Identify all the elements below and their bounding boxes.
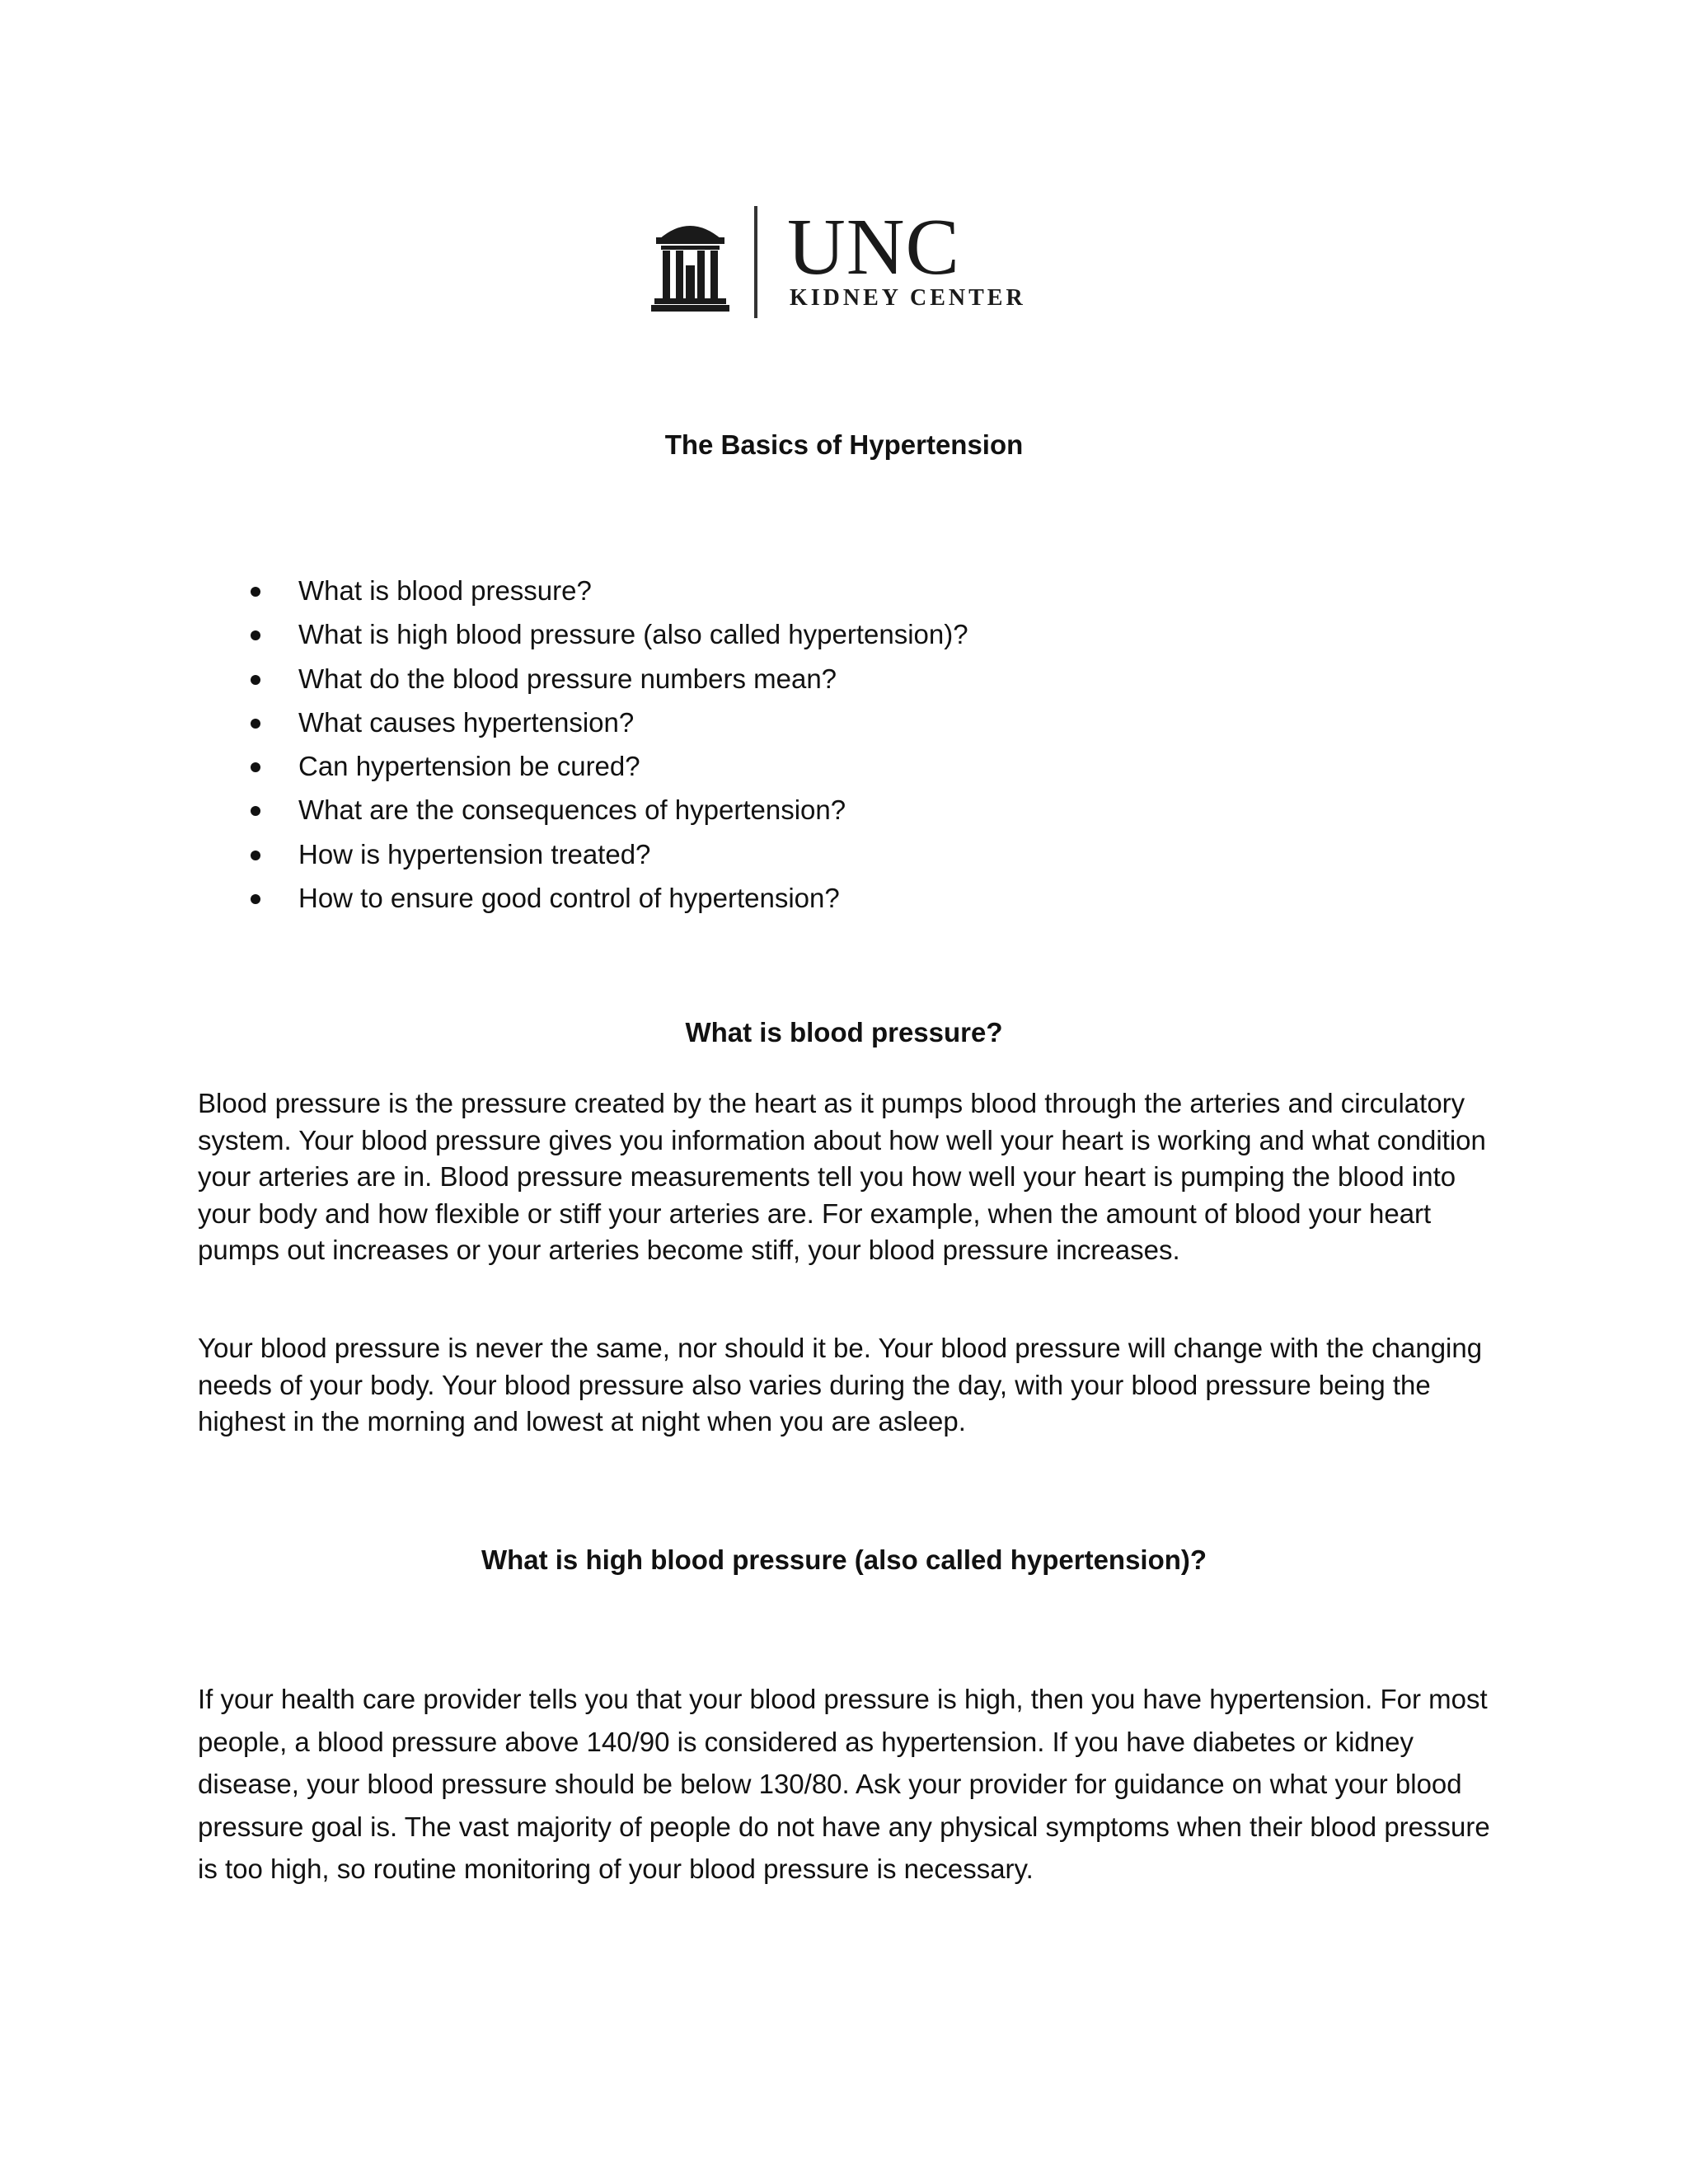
bullet-icon [251,587,260,597]
list-item-text: What is high blood pressure (also called hypertension)? [298,619,968,650]
paragraph-blood-pressure-definition: Blood pressure is the pressure created by the heart as it pumps blood through the arteries and circulatory system. Your blood pressure gives you information about how well your heart is working and what condition your arteries are in. Blood pressure measurements tell you how well your heart is pumping the blood into your body and how flexible or stiff your arteries are. For example, when the amount of blood your heart pumps out increases or your arteries become stiff, your blood pressure increases. [198,1088,1486,1266]
bullet-icon [251,719,260,729]
list-item-text: What is blood pressure? [298,575,592,606]
document-title: The Basics of Hypertension [664,429,1024,460]
logo-subtitle: KIDNEY CENTER [790,285,1026,311]
bullet-icon [251,675,260,685]
section-heading-blood-pressure: What is blood pressure? [685,1017,1003,1047]
unc-kidney-center-logo [651,203,1039,321]
bullet-icon [251,806,260,816]
old-well-icon [651,214,729,313]
paragraph-hypertension-definition: If your health care provider tells you that your blood pressure is high, then you have hypertension. For most people, a blood pressure above 140/90 is considered as hypertension. If you have diabetes or kidney disease, your blood pressure should be below 130/80. Ask your provider for guidance on what your blood pressure goal is. The vast majority of people do not have any physical symptoms when their blood pressure is too high, so routine monitoring of your blood pressure is necessary. [198,1684,1490,1884]
list-item [239,612,968,656]
list-item-text: How to ensure good control of hypertension? [298,883,840,914]
bullet-icon [251,894,260,904]
list-item-text: What causes hypertension? [298,706,635,738]
list-item [239,788,968,832]
list-item [239,876,968,920]
logo-wordmark: UNC [787,203,960,292]
list-item-text: What are the consequences of hypertension? [298,794,846,826]
bullet-icon [251,851,260,860]
list-item [239,657,968,701]
paragraph-blood-pressure-variation: Your blood pressure is never the same, nor should it be. Your blood pressure will change with the changing needs of your body. Your blood pressure also varies during the day, with your blood pressure being the highest in the morning and lowest at night when you are asleep. [198,1333,1483,1437]
topics-list [239,569,968,920]
bullet-icon [251,762,260,772]
list-item-text: Can hypertension be cured? [298,751,640,782]
section-heading-high-blood-pressure: What is high blood pressure (also called hypertension)? [481,1544,1207,1575]
bullet-icon [251,630,260,640]
list-item-text: How is hypertension treated? [298,838,651,869]
list-item [239,832,968,876]
list-item [239,744,968,788]
list-item-text: What do the blood pressure numbers mean? [298,663,837,694]
list-item [239,701,968,744]
logo-divider [754,206,757,318]
list-item [239,569,968,612]
